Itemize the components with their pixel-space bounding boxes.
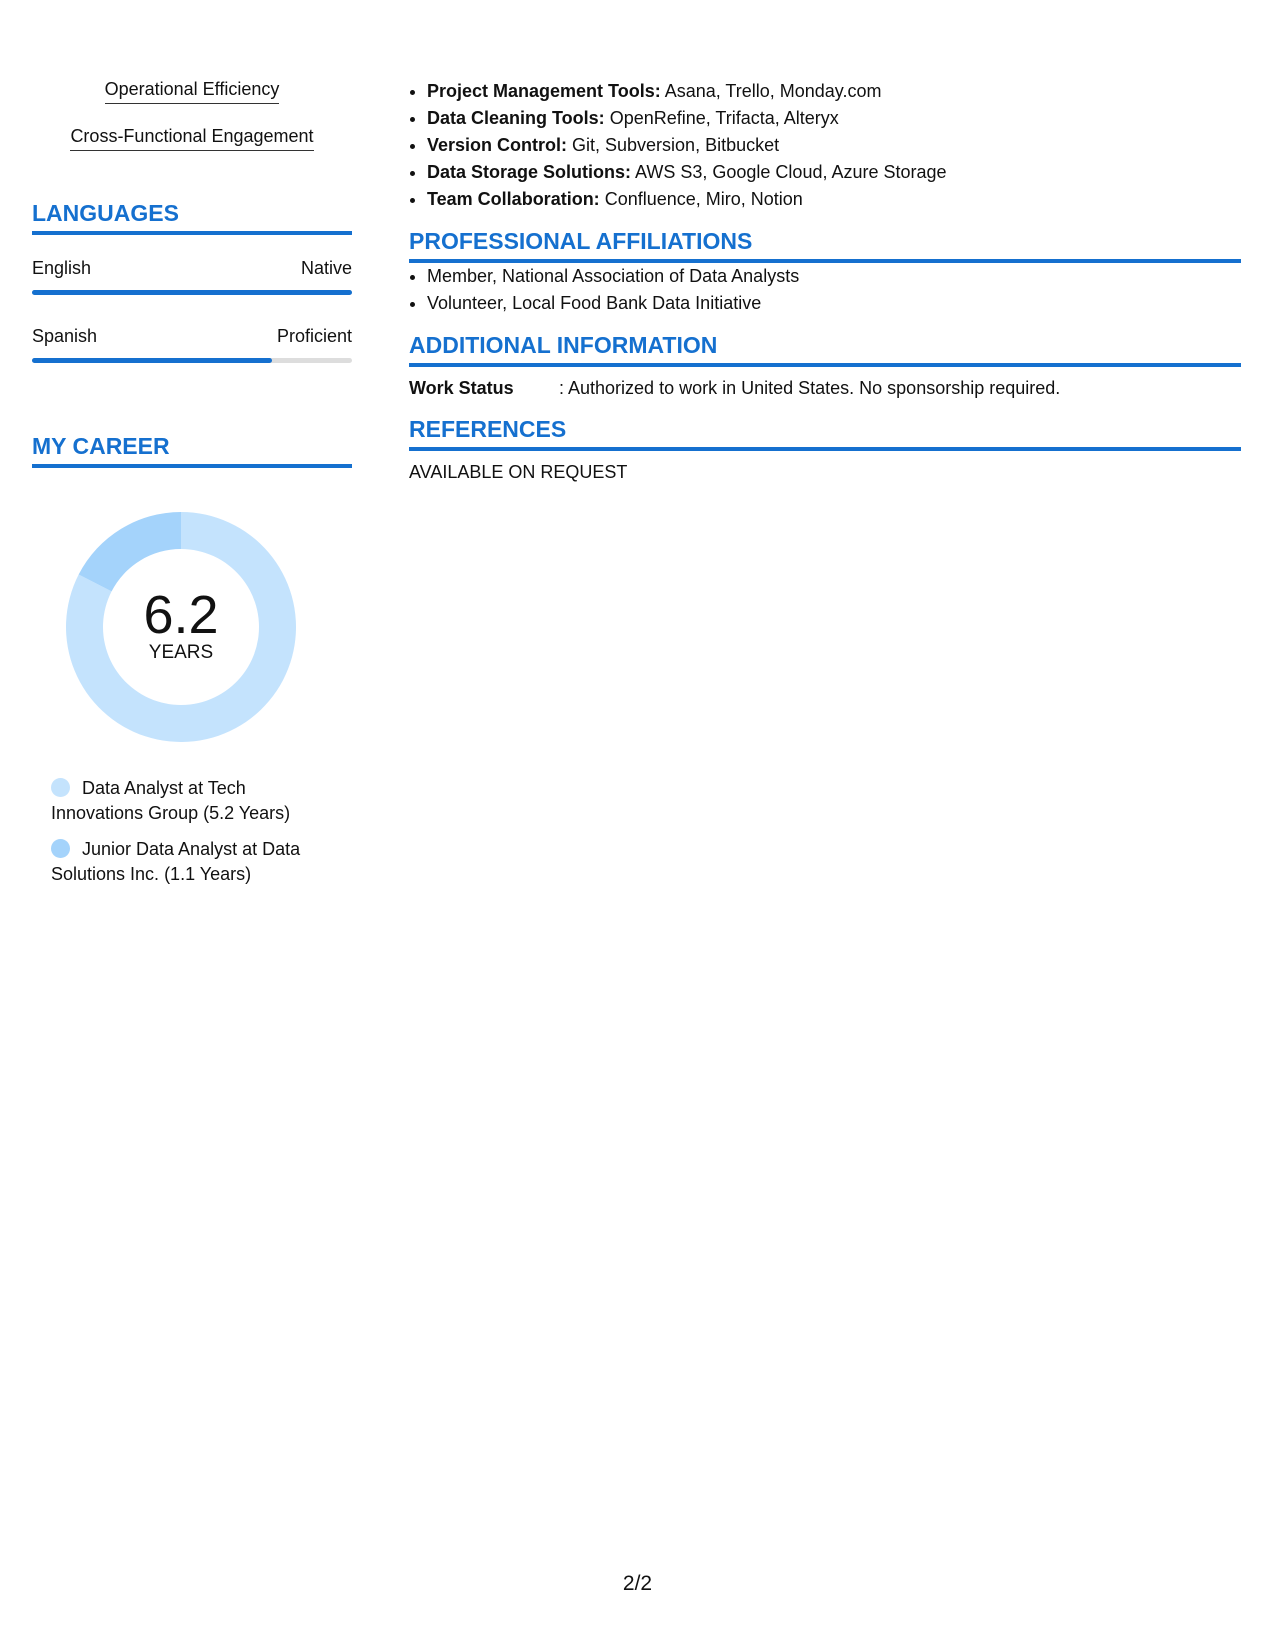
language-level: Proficient [276, 326, 352, 346]
list-item: • Volunteer, Local Food Bank Data Initiative [427, 290, 1241, 317]
tool-value: AWS S3, Google Cloud, Azure Storage [631, 162, 947, 182]
references-section [409, 415, 1241, 483]
language-spanish [32, 325, 352, 363]
tool-label: Team Collaboration: [427, 189, 600, 209]
legend-label: Junior Data Analyst at Data Solutions Inc. (1.1 Years) [51, 839, 301, 884]
language-name: English [32, 258, 92, 278]
career-donut [66, 512, 296, 742]
references-text: AVAILABLE ON REQUEST [409, 462, 628, 482]
language-level-bar [32, 358, 352, 363]
tool-value: Git, Subversion, Bitbucket [567, 135, 780, 155]
tool-label: Version Control: [427, 135, 568, 155]
work-status-value: : Authorized to work in United States. No sponsorship required. [559, 378, 1061, 398]
tool-label: Data Storage Solutions: [427, 162, 632, 182]
affiliations-title: PROFESSIONAL AFFILIATIONS [409, 227, 1241, 263]
tools-list [409, 78, 1241, 213]
list-item [427, 78, 1241, 105]
legend-item [51, 776, 331, 826]
skill-tag: Operational Efficiency [105, 78, 280, 104]
additional-info-section [409, 331, 1241, 399]
list-item [427, 105, 1241, 132]
list-item [427, 186, 1241, 213]
list-item: • Member, National Association of Data Analysts [427, 263, 1241, 290]
work-status-label: Work Status [409, 378, 514, 398]
skill-tag: Cross-Functional Engagement [70, 125, 313, 151]
tool-value: Confluence, Miro, Notion [599, 189, 803, 209]
language-level: Native [300, 258, 352, 278]
tool-value: Asana, Trello, Monday.com [660, 81, 882, 101]
left-column [32, 78, 352, 898]
languages-section [32, 199, 352, 363]
career-legend [51, 776, 331, 887]
career-section [32, 432, 352, 887]
affiliations-section [409, 227, 1241, 317]
career-years-label: YEARS [148, 642, 214, 663]
additional-info-title: ADDITIONAL INFORMATION [409, 331, 1241, 367]
references-title: REFERENCES [409, 415, 1241, 451]
legend-dot-icon [51, 778, 70, 797]
language-english [32, 257, 352, 295]
list-item [427, 159, 1241, 186]
tool-label: Project Management Tools: [427, 81, 661, 101]
legend-label: Data Analyst at Tech Innovations Group (5.2 Years) [51, 778, 291, 823]
page-number: 2/2 [622, 1572, 653, 1595]
legend-dot-icon [51, 839, 70, 858]
languages-title: LANGUAGES [32, 199, 352, 235]
work-status-row [409, 377, 1241, 399]
career-title: MY CAREER [32, 432, 352, 468]
career-total-years: 6.2 [143, 585, 219, 645]
tool-value: OpenRefine, Trifacta, Alteryx [604, 108, 839, 128]
language-level-fill [32, 290, 352, 295]
language-level-fill [32, 358, 272, 363]
language-level-bar [32, 290, 352, 295]
language-name: Spanish [32, 326, 98, 346]
list-item [427, 132, 1241, 159]
tool-label: Data Cleaning Tools: [427, 108, 605, 128]
legend-item [51, 837, 331, 887]
affiliations-list [409, 263, 1241, 317]
right-column [409, 78, 1241, 483]
